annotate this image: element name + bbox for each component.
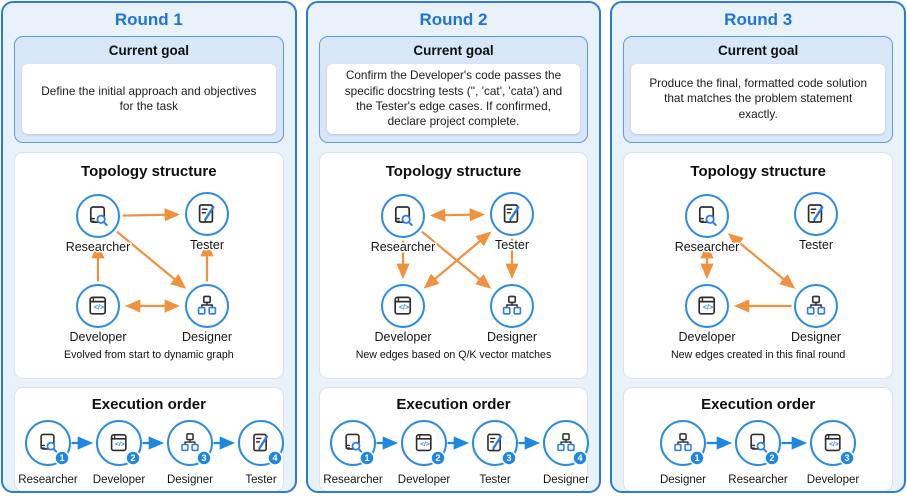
- agent-node-developer: [382, 285, 424, 327]
- agent-label-designer: Designer: [181, 330, 233, 344]
- execution-diagram: [624, 413, 892, 487]
- exec-agent-label: Researcher: [322, 474, 383, 486]
- agent-node-designer: [186, 285, 228, 327]
- round-title: Round 2: [419, 10, 488, 29]
- current-goal-text: Produce the final, formatted code solution that matches the problem statement exactly.: [631, 64, 885, 134]
- topology-header: Topology structure: [385, 163, 522, 180]
- topology-caption: Evolved from start to dynamic graph: [64, 349, 234, 361]
- edge-researcher-designer: [730, 235, 793, 287]
- svg-text:</>: </>: [829, 441, 840, 449]
- agent-label-developer: Developer: [69, 330, 127, 344]
- topology-header: Topology structure: [81, 163, 217, 180]
- current-goal-card: [623, 36, 893, 143]
- order-badge: [268, 451, 282, 465]
- execution-card: [14, 387, 284, 492]
- svg-text:3: 3: [844, 453, 850, 464]
- execution-header: Execution order: [396, 396, 511, 413]
- svg-text:3: 3: [201, 453, 207, 464]
- order-badge: [360, 451, 374, 465]
- exec-agent-label: Tester: [479, 474, 511, 486]
- topology-diagram: [15, 180, 283, 352]
- svg-text:</>: </>: [115, 441, 125, 449]
- topology-header: Topology structure: [690, 163, 826, 180]
- topology-graph: [320, 180, 590, 352]
- svg-text:1: 1: [364, 453, 370, 464]
- execution-header: Execution order: [701, 396, 816, 413]
- svg-text:</>: </>: [398, 304, 409, 312]
- exec-node-2-developer: [93, 421, 146, 486]
- exec-agent-label: Designer: [166, 474, 214, 486]
- execution-card: [623, 387, 893, 492]
- order-badge: [126, 451, 140, 465]
- topology-diagram: [320, 180, 588, 352]
- execution-diagram: [15, 413, 283, 487]
- agent-node-tester: [795, 193, 837, 235]
- topology-graph: [15, 180, 285, 352]
- edge-researcher-tester: [433, 215, 482, 216]
- svg-text:4: 4: [577, 453, 583, 464]
- agent-node-designer: [491, 285, 533, 327]
- execution-flow: [624, 413, 894, 487]
- current-goal-card: [319, 36, 589, 143]
- svg-text:1: 1: [59, 453, 65, 464]
- current-goal-header: Current goal: [718, 43, 799, 58]
- svg-text:2: 2: [435, 453, 441, 464]
- round-title: Round 1: [114, 10, 183, 29]
- svg-text:4: 4: [272, 453, 278, 464]
- agent-node-researcher: [77, 195, 119, 237]
- agent-label-designer: Designer: [486, 330, 537, 344]
- execution-flow: [15, 413, 285, 487]
- svg-text:3: 3: [506, 453, 512, 464]
- current-goal-header: Current goal: [108, 43, 189, 58]
- exec-node-3-developer: [807, 421, 860, 486]
- agent-node-tester: [491, 193, 533, 235]
- agent-node-developer: [686, 285, 728, 327]
- current-goal-text: Confirm the Developer's code passes the specific docstring tests ('', 'cat', 'cata') and the Tester's edge cases. If confirmed, declare project complete.: [327, 64, 581, 134]
- execution-header: Execution order: [91, 396, 206, 413]
- agent-node-researcher: [382, 195, 424, 237]
- order-badge: [431, 451, 445, 465]
- order-badge: [502, 451, 516, 465]
- edge-researcher-tester: [122, 215, 177, 216]
- exec-node-4-tester: [239, 421, 283, 486]
- topology-caption: New edges based on Q/K vector matches: [355, 349, 552, 361]
- execution-card: [319, 387, 589, 492]
- exec-node-1-designer: [660, 421, 706, 486]
- agent-node-developer: [77, 285, 119, 327]
- round-panel: [610, 1, 906, 493]
- topology-caption: New edges created in this final round: [671, 349, 846, 361]
- svg-text:</>: </>: [703, 304, 714, 312]
- agent-label-researcher: Researcher: [675, 240, 740, 254]
- order-badge: [690, 451, 704, 465]
- topology-card: [623, 152, 893, 379]
- agent-node-tester: [186, 193, 228, 235]
- agent-label-developer: Developer: [374, 330, 432, 344]
- exec-agent-label: Designer: [542, 474, 589, 486]
- exec-agent-label: Researcher: [18, 474, 78, 486]
- svg-text:2: 2: [769, 453, 775, 464]
- exec-agent-label: Designer: [660, 474, 707, 486]
- svg-text:2: 2: [130, 453, 136, 464]
- topology-card: [14, 152, 284, 379]
- agent-label-tester: Tester: [494, 238, 529, 252]
- round-panel: [1, 1, 297, 493]
- topology-card: [319, 152, 589, 379]
- agent-label-designer: Designer: [791, 330, 842, 344]
- svg-text:</>: </>: [419, 441, 430, 449]
- exec-node-2-developer: [397, 421, 450, 486]
- current-goal-card: [14, 36, 284, 143]
- topology-graph: [624, 180, 894, 352]
- order-badge: [573, 451, 587, 465]
- agent-label-tester: Tester: [799, 238, 834, 252]
- round-panel: [306, 1, 602, 493]
- exec-node-1-researcher: [323, 421, 383, 486]
- order-badge: [840, 451, 854, 465]
- exec-node-4-designer: [543, 421, 589, 486]
- exec-agent-label: Developer: [397, 474, 450, 486]
- agent-label-tester: Tester: [189, 238, 225, 252]
- agent-label-researcher: Researcher: [65, 240, 131, 254]
- exec-node-3-tester: [473, 421, 517, 486]
- svg-text:1: 1: [694, 453, 700, 464]
- agent-label-developer: Developer: [678, 330, 736, 344]
- agent-label-researcher: Researcher: [370, 240, 435, 254]
- agent-node-designer: [795, 285, 837, 327]
- order-badge: [765, 451, 779, 465]
- topology-diagram: [624, 180, 892, 352]
- execution-diagram: [320, 413, 588, 487]
- current-goal-text: Define the initial approach and objectives for the task: [22, 64, 276, 134]
- exec-agent-label: Researcher: [728, 474, 789, 486]
- exec-node-2-researcher: [729, 421, 789, 486]
- agent-node-researcher: [686, 195, 728, 237]
- exec-node-3-designer: [167, 421, 213, 486]
- exec-node-1-researcher: [18, 421, 78, 486]
- exec-agent-label: Developer: [92, 474, 146, 486]
- order-badge: [55, 451, 69, 465]
- svg-text:</>: </>: [93, 304, 105, 312]
- exec-agent-label: Tester: [245, 474, 277, 486]
- current-goal-header: Current goal: [413, 43, 494, 58]
- round-title: Round 3: [724, 10, 793, 29]
- order-badge: [197, 451, 211, 465]
- exec-agent-label: Developer: [807, 474, 860, 486]
- execution-flow: [320, 413, 590, 487]
